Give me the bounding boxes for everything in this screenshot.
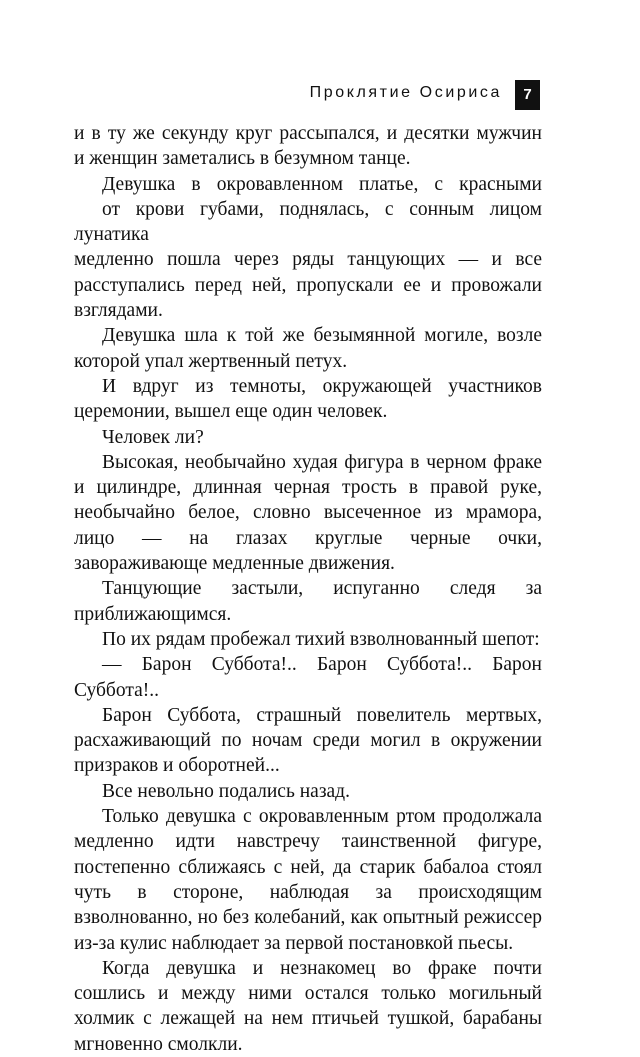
book-title: Проклятие Осириса	[309, 84, 502, 101]
paragraph: По их рядам пробежал тихий взволнованный шепот:	[102, 628, 540, 650]
running-head	[0, 80, 640, 110]
paragraph: И вдруг из темноты, окружающей участников церемонии, вышел еще один человек.	[74, 375, 542, 423]
paragraph: Человек ли?	[102, 426, 204, 448]
paragraph	[74, 172, 542, 324]
paragraph	[74, 121, 542, 172]
text-line: Девушка в окровавленном платье, с красными	[102, 173, 542, 195]
paragraph: Все невольно подались назад.	[102, 780, 350, 802]
paragraph: Танцующие застыли, испуганно следя за приближающимся.	[74, 578, 542, 625]
page-number: 7	[515, 80, 540, 110]
text-line: медленно пошла через ряды танцующих — и все расступались перед ней, пропускали ее и провожали взглядами.	[74, 249, 542, 322]
paragraph: Только девушка с окровавленным ртом продолжала медленно идти навстречу таинственной фигуре, постепенно сближаясь с ней, да старик бабалоа стоял чуть в стороне, наблюдая за происходящим взволнованно, но без колебаний, как опытный режиссер из-за кулис наблюдает за первой постановкой пьесы.	[74, 806, 542, 954]
text-line: и женщин заметались в безумном танце.	[74, 148, 411, 170]
paragraph: Девушка шла к той же безымянной могиле, возле которой упал жертвенный петух.	[74, 325, 542, 372]
dialogue-line: — Барон Суббота!.. Барон Суббота!.. Барон Суббота!..	[74, 654, 542, 701]
page-body	[74, 121, 542, 1057]
text-line: от крови губами, поднялась, с сонным лицом лунатика	[74, 198, 542, 246]
text-line: и в ту же секунду круг рассыпался, и десятки мужчин	[74, 123, 542, 144]
paragraph: Высокая, необычайно худая фигура в черном фраке и цилиндре, длинная черная трость в правой руке, необычайно белое, словно высеченное из мрамора, лицо — на глазах круглые черные очки, завораживающе медленные движения.	[74, 451, 542, 575]
paragraph: Барон Суббота, страшный повелитель мертвых, расхаживающий по ночам среди могил в окружении призраков и оборотней...	[74, 704, 542, 777]
paragraph: Когда девушка и незнакомец во фраке почти сошлись и между ними остался только могильный холмик с лежащей на нем птичьей тушкой, барабаны мгновенно смолкли.	[74, 957, 542, 1055]
